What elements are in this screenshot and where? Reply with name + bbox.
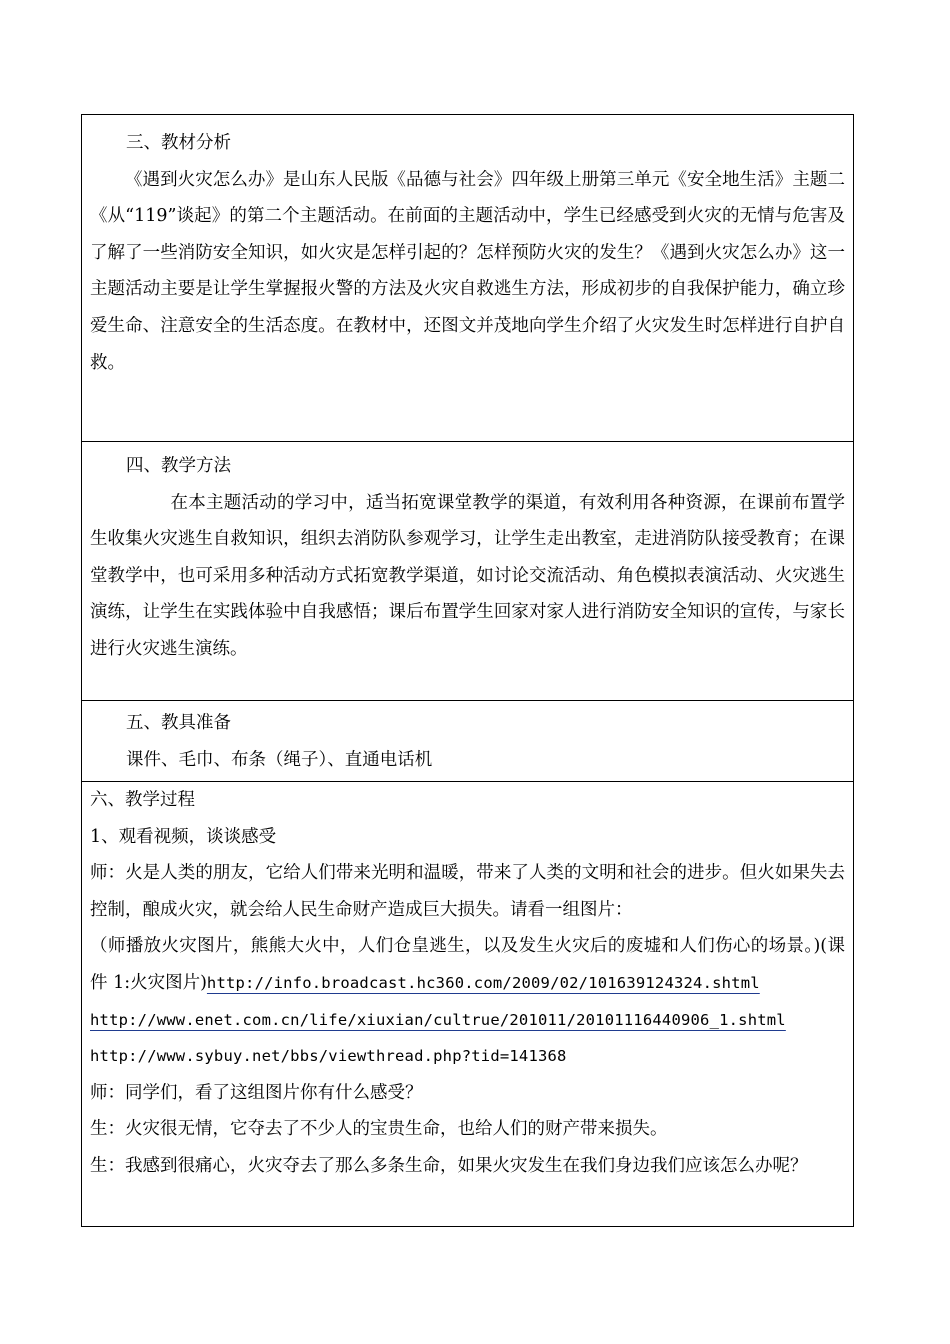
resource-link[interactable]: http://info.broadcast.hc360.com/2009/02/101639124324.shtml	[206, 973, 760, 992]
courseware-note-text: （师播放火灾图片，熊熊大火中，人们仓皇逃生，以及发生火灾后的废墟和人们伤心的场景。)(课件 1:火灾图片)	[90, 936, 845, 993]
teaching-process-cell	[82, 782, 854, 1227]
resource-url-text: http://www.sybuy.net/bbs/viewthread.php?tid=141368	[90, 1047, 567, 1066]
courseware-note	[90, 928, 845, 1001]
section-row-teaching-process	[82, 782, 854, 1227]
student-line: 生：火灾很无情，它夺去了不少人的宝贵生命，也给人们的财产带来损失。	[90, 1119, 668, 1140]
document-page	[81, 114, 854, 1227]
section-row-teaching-aids	[82, 701, 854, 782]
section-row-teaching-method	[82, 442, 854, 701]
section-heading: 四、教学方法	[126, 456, 231, 476]
teaching-method-cell	[82, 442, 854, 701]
section-body: 《遇到火灾怎么办》是山东人民版《品德与社会》四年级上册第三单元《安全地生活》主题二《从“119”谈起》的第二个主题活动。在前面的主题活动中，学生已经感受到火灾的无情与危害及了解了一些消防安全知识，如火灾是怎样引起的？怎样预防火灾的发生？《遇到火灾怎么办》这一主题活动主要是让学生掌握报火警的方法及火灾自救逃生方法，形成初步的自我保护能力，确立珍爱生命、注意安全的生活态度。在教材中，还图文并茂地向学生介绍了火灾发生时怎样进行自护自救。	[90, 169, 845, 373]
step-heading: 1、观看视频，谈谈感受	[90, 826, 277, 847]
lesson-plan-table	[81, 114, 854, 1227]
section-heading: 六、教学过程	[90, 790, 195, 810]
teaching-aids-cell	[82, 701, 854, 782]
teacher-line: 师：火是人类的朋友，它给人们带来光明和温暖，带来了人类的文明和社会的进步。但火如果失去控制，酿成火灾，就会给人民生命财产造成巨大损失。请看一组图片：	[90, 863, 845, 920]
section-heading: 五、教具准备	[126, 713, 231, 733]
section-heading: 三、教材分析	[126, 133, 231, 153]
section-body: 课件、毛巾、布条（绳子）、直通电话机	[126, 749, 433, 770]
resource-link[interactable]: http://www.enet.com.cn/life/xiuxian/cultrue/201011/20101116440906_1.shtml	[90, 1010, 786, 1029]
textbook-analysis-cell	[82, 115, 854, 442]
student-line: 生：我感到很痛心，火灾夺去了那么多条生命，如果火灾发生在我们身边我们应该怎么办呢？	[90, 1155, 808, 1176]
section-row-textbook-analysis	[82, 115, 854, 442]
teacher-line: 师：同学们，看了这组图片你有什么感受？	[90, 1082, 423, 1103]
section-body: 在本主题活动的学习中，适当拓宽课堂教学的渠道，有效利用各种资源，在课前布置学生收集火灾逃生自救知识，组织去消防队参观学习，让学生走出教室，走进消防队接受教育；在课堂教学中，也可采用多种活动方式拓宽教学渠道，如讨论交流活动、角色模拟表演活动、火灾逃生演练，让学生在实践体验中自我感悟；课后布置学生回家对家人进行消防安全知识的宣传，与家长进行火灾逃生演练。	[90, 492, 845, 659]
link-line	[90, 1002, 845, 1039]
link-line	[90, 1038, 845, 1075]
